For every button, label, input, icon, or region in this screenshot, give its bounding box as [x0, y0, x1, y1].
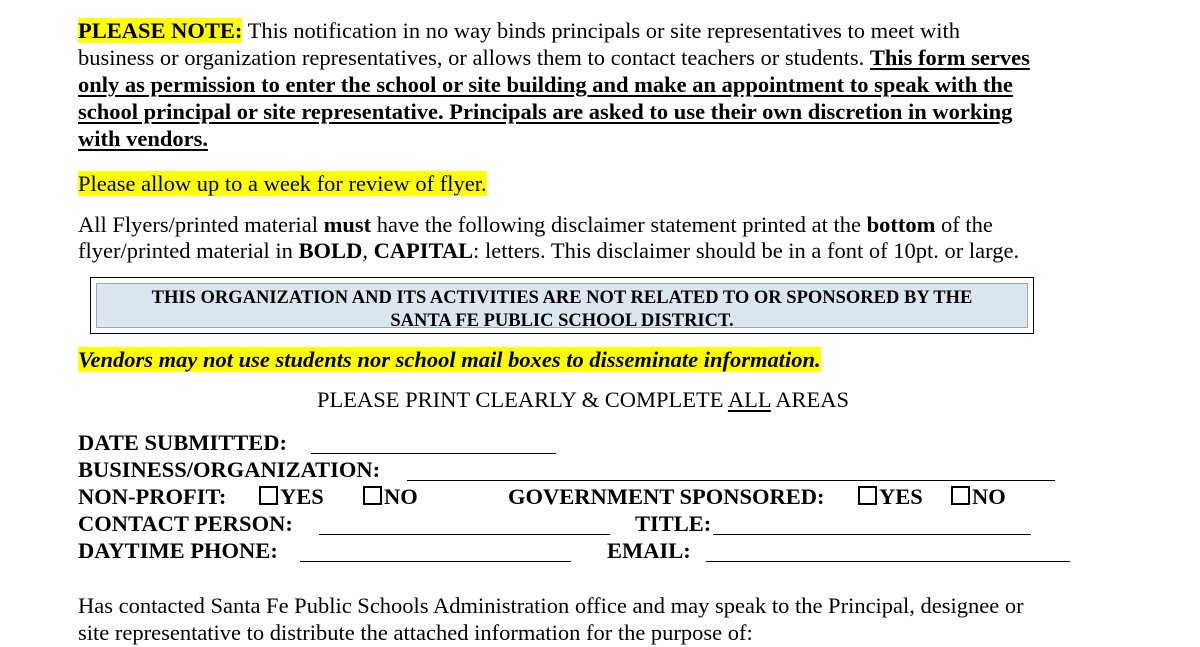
instr-text-c: of the — [935, 212, 993, 237]
heading-text-a: PLEASE PRINT CLEARLY & COMPLETE — [317, 387, 728, 412]
government-no-label: NO — [972, 484, 1006, 509]
title-label: TITLE: — [635, 511, 712, 536]
contact-person-label: CONTACT PERSON: — [78, 511, 293, 536]
email-label: EMAIL: — [607, 538, 691, 563]
instr-bottom: bottom — [866, 212, 936, 237]
daytime-phone-label: DAYTIME PHONE: — [78, 538, 278, 563]
government-no[interactable] — [951, 484, 1006, 510]
instr-text-f: : letters. This disclaimer should be in a font of 10pt. or large. — [473, 238, 1020, 263]
review-note — [78, 171, 487, 198]
non-profit-no[interactable] — [363, 484, 418, 510]
heading-text-b: AREAS — [770, 387, 849, 412]
notice-bold-4: with vendors. — [78, 126, 209, 151]
government-yes-checkbox[interactable] — [858, 486, 877, 505]
disclaimer-box — [90, 277, 1034, 334]
please-note-label: PLEASE NOTE: — [78, 18, 243, 43]
government-label: GOVERNMENT SPONSORED: — [508, 484, 825, 509]
contact-person-field[interactable] — [319, 512, 610, 535]
notice-bold-3: school principal or site representative. Principals are asked to use their own discretion in working — [78, 99, 1013, 124]
non-profit-yes-label: YES — [280, 484, 324, 509]
form-heading — [78, 387, 1088, 413]
government-no-checkbox[interactable] — [951, 486, 970, 505]
disclaimer-inner — [96, 283, 1028, 331]
closing-line-1: Has contacted Santa Fe Public Schools Administration office and may speak to the Principal, designee or — [78, 593, 1024, 618]
title-field[interactable] — [713, 512, 1031, 535]
government-yes-label: YES — [879, 484, 923, 509]
instr-text-e: , — [362, 238, 374, 263]
heading-all: ALL — [727, 387, 771, 412]
instr-text-d: flyer/printed material in — [78, 238, 299, 263]
non-profit-yes[interactable] — [259, 484, 324, 510]
vendors-note-text: Vendors may not use students nor school mail boxes to disseminate information. — [78, 347, 821, 372]
notice-text-2: business or organization representatives, or allows them to contact teachers or students. — [78, 45, 870, 70]
closing-line-2: site representative to distribute the attached information for the purpose of: — [78, 620, 753, 645]
government-yes[interactable] — [858, 484, 923, 510]
instr-capital: CAPITAL — [373, 238, 474, 263]
non-profit-yes-checkbox[interactable] — [259, 486, 278, 505]
date-submitted-label: DATE SUBMITTED: — [78, 430, 287, 455]
non-profit-label: NON-PROFIT: — [78, 484, 227, 509]
notice-text-1: This notification in no way binds principals or site representatives to meet with — [242, 18, 960, 43]
vendors-note — [78, 347, 821, 374]
disclaimer-line-2: SANTA FE PUBLIC SCHOOL DISTRICT. — [390, 310, 734, 331]
instr-must: must — [323, 212, 372, 237]
business-label: BUSINESS/ORGANIZATION: — [78, 457, 381, 482]
business-field[interactable] — [407, 458, 1055, 481]
notice-line-2 — [78, 45, 1030, 72]
disclaimer-line-1: THIS ORGANIZATION AND ITS ACTIVITIES ARE NOT RELATED TO OR SPONSORED BY THE — [151, 288, 973, 308]
daytime-phone-field[interactable] — [300, 539, 571, 562]
instr-bold: BOLD — [298, 238, 363, 263]
non-profit-no-checkbox[interactable] — [363, 486, 382, 505]
instr-text-b: have the following disclaimer statement printed at the — [371, 212, 867, 237]
notice-line-1 — [78, 18, 960, 45]
email-field[interactable] — [706, 539, 1070, 562]
review-text: Please allow up to a week for review of flyer. — [78, 171, 487, 196]
non-profit-no-label: NO — [384, 484, 418, 509]
instructions-line-1 — [78, 212, 993, 239]
notice-bold-2: only as permission to enter the school or site building and make an appointment to speak with the — [78, 72, 1013, 97]
date-submitted-field[interactable] — [311, 431, 556, 454]
instructions-line-2 — [78, 238, 1019, 265]
notice-bold-1: This form serves — [869, 45, 1030, 70]
instr-text-a: All Flyers/printed material — [78, 212, 324, 237]
